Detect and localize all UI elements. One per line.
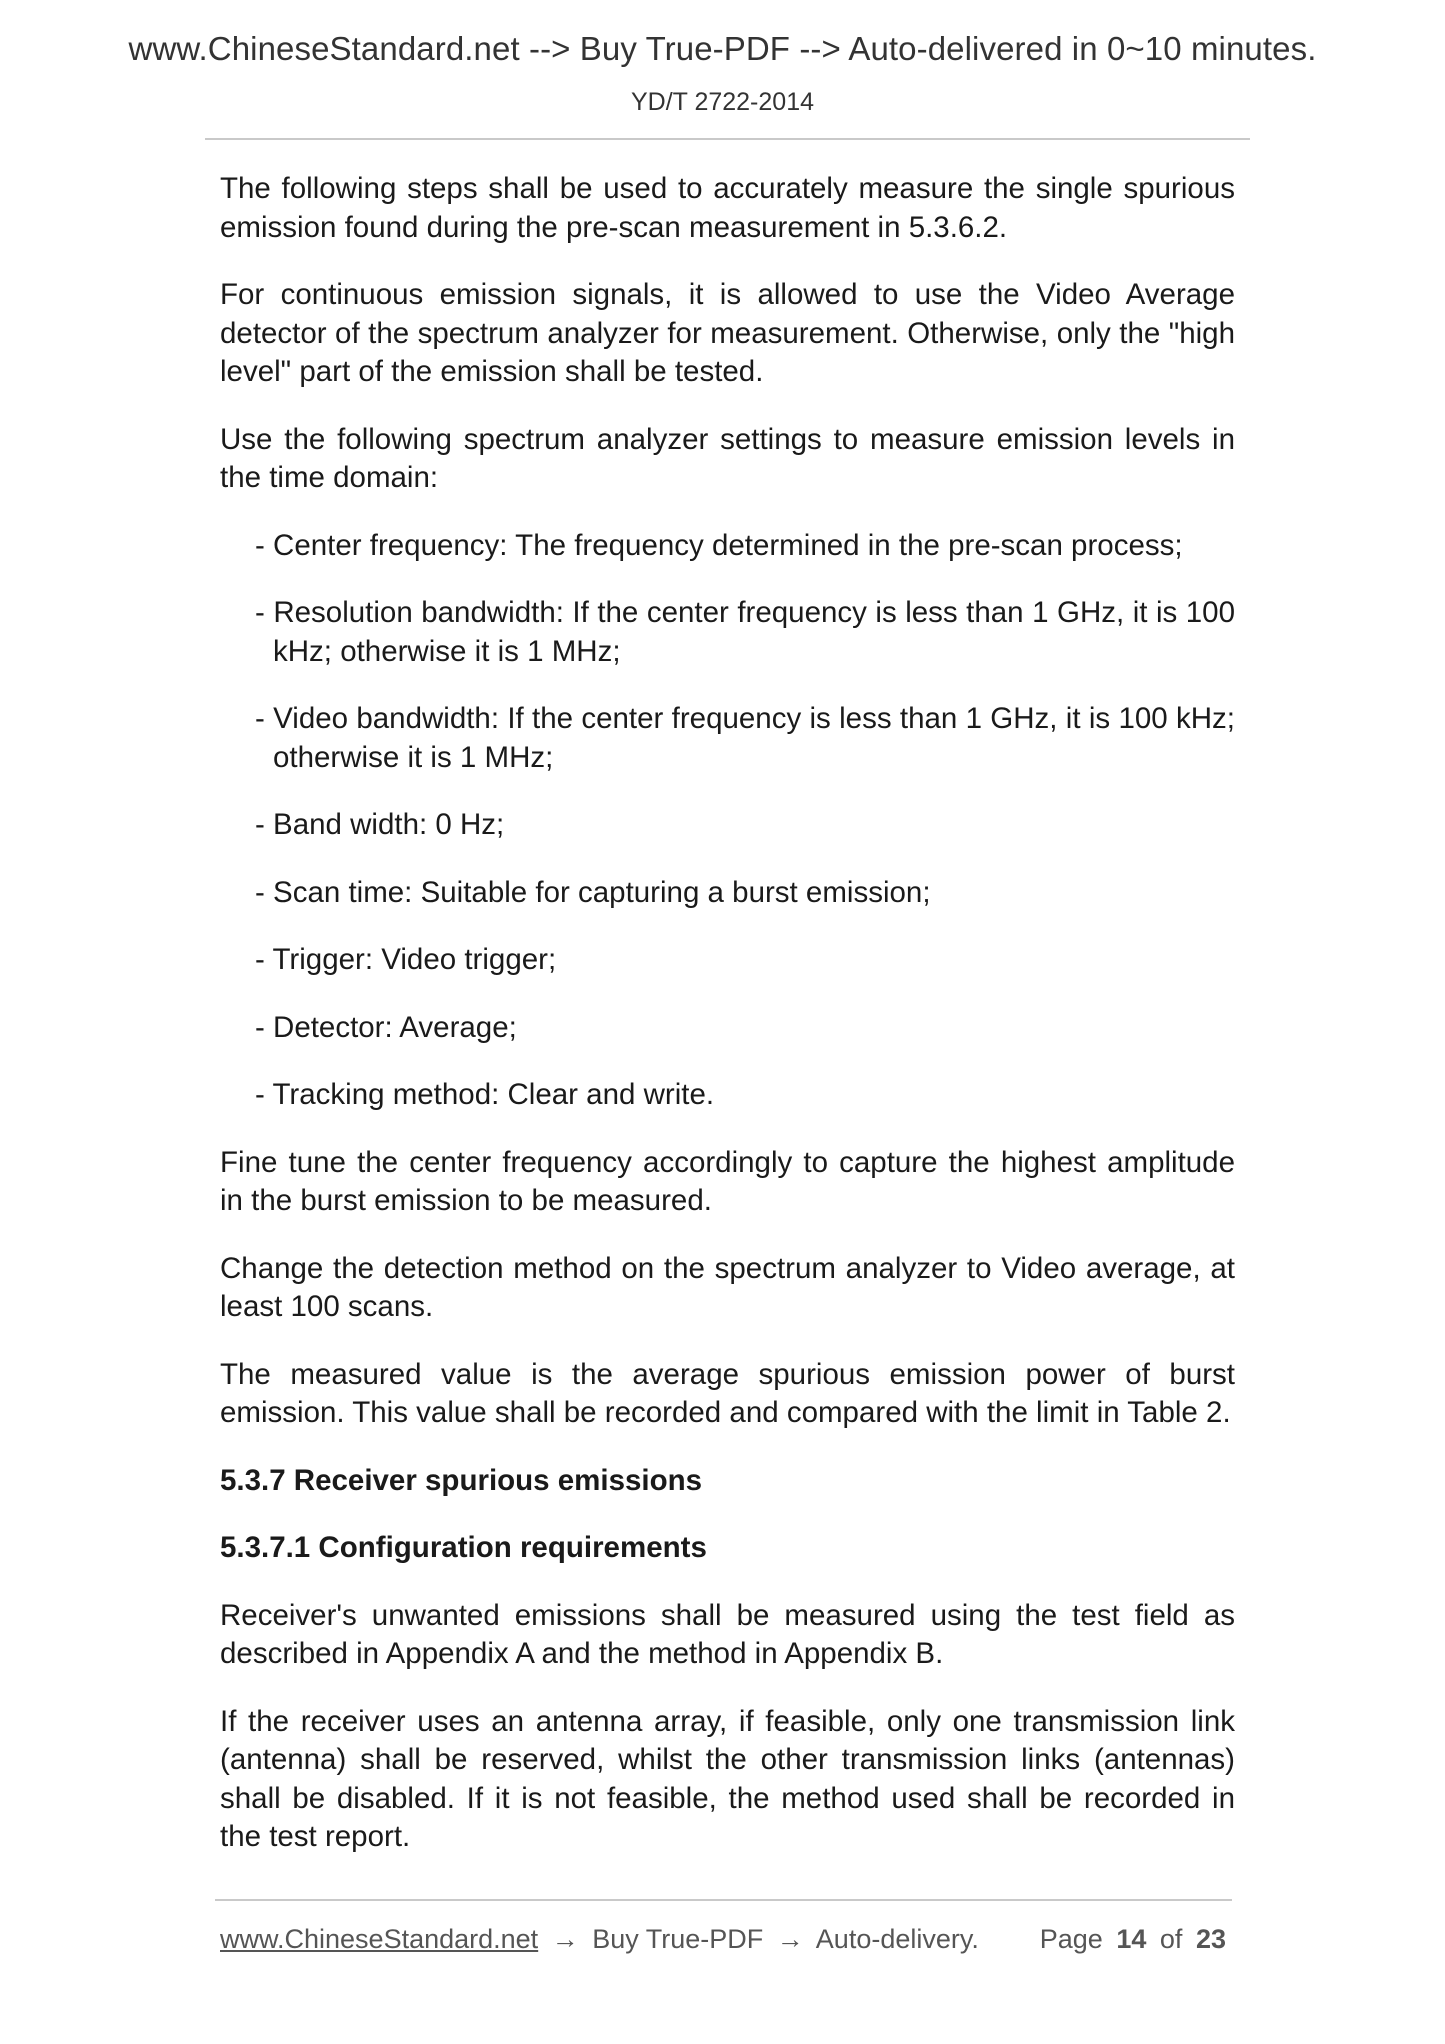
list-item: - Tracking method: Clear and write. [255,1078,715,1111]
paragraph-continuous-signals: For continuous emission signals, it is allowed to use the Video Average detector of the spectrum analyzer for measurement. Otherwise, only the "high level" part of the emission shall be tested. [220,278,1235,388]
list-item: - Resolution bandwidth: If the center frequency is less than 1 GHz, it is 100 kHz; otherwise it is 1 MHz; [255,596,1235,668]
settings-list [220,527,1235,1115]
arrow-right-icon: → [551,1924,579,1954]
standard-number: YD/T 2722-2014 [631,88,814,116]
paragraph-receiver-emissions: Receiver's unwanted emissions shall be measured using the test field as described in Appendix A and the method in Appendix B. [220,1598,1235,1670]
arrow-right-icon: → [776,1924,804,1954]
header-divider [205,138,1250,140]
subsection-heading: 5.3.7.1 Configuration requirements [220,1531,707,1564]
list-item: - Scan time: Suitable for capturing a burst emission; [255,875,931,909]
footer-links [220,1924,979,1955]
footer-divider [215,1899,1232,1901]
paragraph-fine-tune: Fine tune the center frequency accordingly to capture the highest amplitude in the burst emission to be measured. [220,1145,1235,1217]
buy-pdf-text: Buy True-PDF [592,1924,764,1954]
auto-delivery-text: Auto-delivery. [815,1924,979,1954]
paragraph-measured-value: The measured value is the average spurious emission power of burst emission. This value shall be recorded and compared with the limit in Table 2. [220,1357,1235,1429]
page-counter [1040,1924,1232,1955]
list-item: - Detector: Average; [255,1010,517,1044]
list-item: - Band width: 0 Hz; [255,808,505,841]
document-body [220,170,1235,1886]
list-item: - Video bandwidth: If the center frequency is less than 1 GHz, it is 100 kHz; otherwise it is 1 MHz; [255,702,1235,774]
paragraph-antenna-array: If the receiver uses an antenna array, if feasible, only one transmission link (antenna) shall be reserved, whilst the other transmission links (antennas) shall be disabled. If it is not feasible, the method used shall be recorded in the test report. [220,1704,1235,1853]
site-link[interactable]: www.ChineseStandard.net [220,1924,539,1954]
section-heading: 5.3.7 Receiver spurious emissions [220,1463,703,1497]
of-label: of [1159,1924,1183,1954]
paragraph-settings-intro: Use the following spectrum analyzer settings to measure emission levels in the time domain: [220,422,1235,494]
paragraph-steps-intro: The following steps shall be used to accurately measure the single spurious emission found during the pre-scan measurement in 5.3.6.2. [220,172,1235,244]
list-item: - Trigger: Video trigger; [255,943,557,976]
paragraph-detection-method: Change the detection method on the spectrum analyzer to Video average, at least 100 scans. [220,1251,1235,1323]
page-label: Page [1039,1924,1103,1954]
site-banner: www.ChineseStandard.net --> Buy True-PDF --> Auto-delivered in 0~10 minutes. [128,30,1317,67]
page-current: 14 [1116,1924,1147,1954]
list-item: - Center frequency: The frequency determined in the pre-scan process; [255,528,1183,562]
page-total: 23 [1195,1924,1226,1954]
